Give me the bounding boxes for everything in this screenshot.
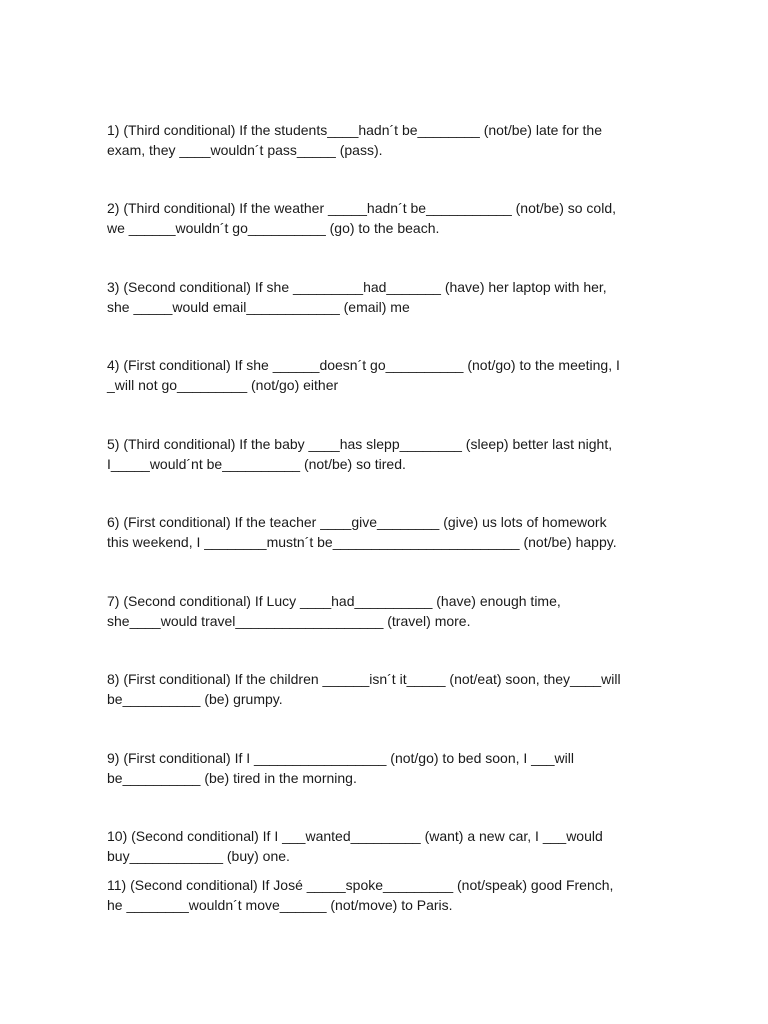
exercise-4-line-2: _will not go_________ (not/go) either bbox=[107, 376, 339, 393]
exercise-4 bbox=[107, 356, 667, 395]
exercise-11-line-2: he ________wouldn´t move______ (not/move) to Paris. bbox=[107, 896, 453, 913]
exercise-2 bbox=[107, 199, 667, 238]
exercise-1-line-2: exam, they ____wouldn´t pass_____ (pass). bbox=[107, 141, 383, 158]
exercise-5-line-2: I_____would´nt be__________ (not/be) so tired. bbox=[107, 455, 406, 472]
exercise-11-line-1: 11) (Second conditional) If José _____spoke_________ (not/speak) good French, bbox=[107, 877, 614, 893]
exercise-8-line-1: 8) (First conditional) If the children ______isn´t it_____ (not/eat) soon, they____will bbox=[107, 671, 621, 687]
exercise-3-line-1: 3) (Second conditional) If she _________had_______ (have) her laptop with her, bbox=[107, 279, 607, 295]
exercise-7 bbox=[107, 592, 667, 631]
exercise-8 bbox=[107, 670, 667, 709]
exercise-10 bbox=[107, 827, 667, 866]
exercise-7-line-2: she____would travel___________________ (travel) more. bbox=[107, 612, 471, 629]
exercise-9-line-1: 9) (First conditional) If I _________________ (not/go) to bed soon, I ___will bbox=[107, 750, 574, 766]
exercise-2-line-1: 2) (Third conditional) If the weather _____hadn´t be___________ (not/be) so cold, bbox=[107, 200, 617, 216]
exercise-7-line-1: 7) (Second conditional) If Lucy ____had__________ (have) enough time, bbox=[107, 593, 561, 609]
exercise-11 bbox=[107, 876, 667, 915]
exercise-10-line-1: 10) (Second conditional) If I ___wanted_________ (want) a new car, I ___would bbox=[107, 828, 603, 844]
exercise-8-line-2: be__________ (be) grumpy. bbox=[107, 690, 283, 707]
exercise-5 bbox=[107, 435, 667, 474]
exercise-5-line-1: 5) (Third conditional) If the baby ____has slepp________ (sleep) better last night, bbox=[107, 436, 613, 452]
exercise-1-line-1: 1) (Third conditional) If the students____hadn´t be________ (not/be) late for the bbox=[107, 122, 602, 138]
exercise-1 bbox=[107, 121, 667, 160]
exercise-9-line-2: be__________ (be) tired in the morning. bbox=[107, 769, 357, 786]
exercise-6 bbox=[107, 513, 667, 552]
exercise-3-line-2: she _____would email____________ (email) me bbox=[107, 298, 410, 315]
exercise-9 bbox=[107, 749, 667, 788]
exercise-6-line-1: 6) (First conditional) If the teacher ____give________ (give) us lots of homework bbox=[107, 514, 607, 530]
exercise-2-line-2: we ______wouldn´t go__________ (go) to the beach. bbox=[107, 219, 440, 236]
exercise-10-line-2: buy____________ (buy) one. bbox=[107, 847, 290, 864]
exercise-6-line-2: this weekend, I ________mustn´t be________________________ (not/be) happy. bbox=[107, 533, 617, 550]
exercise-4-line-1: 4) (First conditional) If she ______doesn´t go__________ (not/go) to the meeting, I bbox=[107, 357, 620, 373]
exercise-3 bbox=[107, 278, 667, 317]
